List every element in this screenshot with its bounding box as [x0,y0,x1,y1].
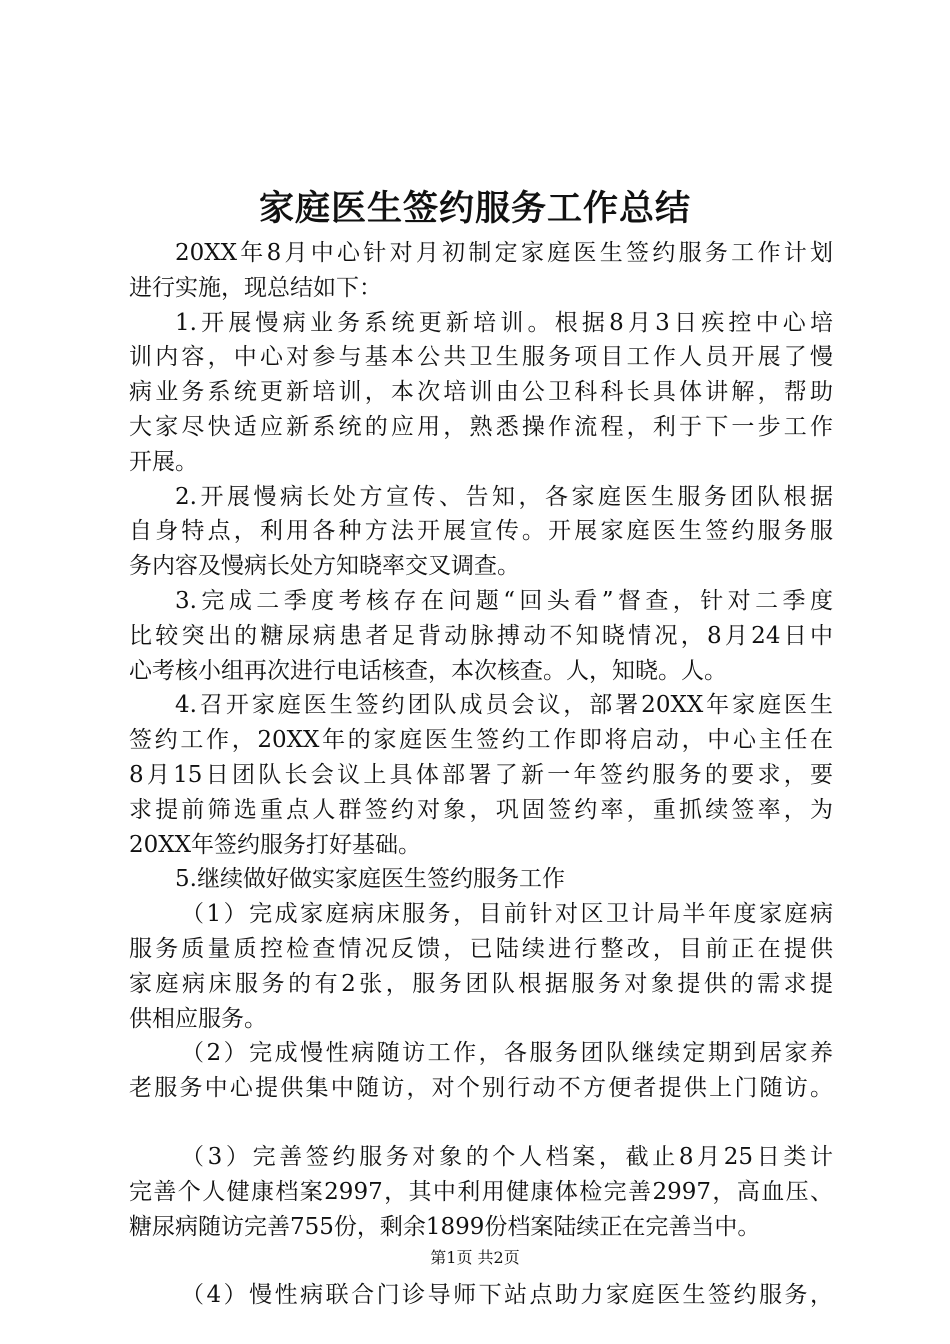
text-line: 2.开展慢病长处方宣传、告知，各家庭医生服务团队根据 [175,483,833,510]
text-line: 开展。 [129,448,198,475]
text-line: 3.完成二季度考核存在问题“回头看”督查，针对二季度 [175,587,833,614]
text-line: 20XX年8月中心针对月初制定家庭医生签约服务工作计划 [175,240,833,266]
text-line: 心考核小组再次进行电话核查，本次核查。人，知晓。人。 [129,657,727,684]
text-line: 5.继续做好做实家庭医生签约服务工作 [175,866,565,893]
text-line: 糖尿病随访完善755份，剩余1899份档案陆续正在完善当中。 [129,1213,761,1240]
text-line: 4.召开家庭医生签约团队成员会议，部署20XX年家庭医生 [175,692,833,719]
text-line: 服务质量质控检查情况反馈，已陆续进行整改，目前正在提供 [129,935,833,962]
text-line: 家庭病床服务的有2张，服务团队根据服务对象提供的需求提 [129,970,833,997]
text-line: 完善个人健康档案2997，其中利用健康体检完善2997，高血压、 [129,1178,833,1205]
document-title: 家庭医生签约服务工作总结 [258,188,691,229]
page-footer: 第1页 共2页 [430,1248,520,1267]
text-line: 比较突出的糖尿病患者足背动脉搏动不知晓情况，8月24日中 [129,622,833,649]
text-line: 务内容及慢病长处方知晓率交叉调查。 [129,553,520,580]
text-line: 供相应服务。 [129,1005,267,1032]
text-line: 大家尽快适应新系统的应用，熟悉操作流程，利于下一步工作 [129,413,833,440]
text-line: 求提前筛选重点人群签约对象，巩固签约率，重抓续签率，为 [129,796,833,823]
text-line: 8月15日团队长会议上具体部署了新一年签约服务的要求，要 [129,761,833,788]
text-line: （3）完善签约服务对象的个人档案，截止8月25日类计 [181,1143,833,1170]
text-line: 自身特点，利用各种方法开展宣传。开展家庭医生签约服务服 [129,518,833,545]
text-line: 训内容，中心对参与基本公共卫生服务项目工作人员开展了慢 [129,344,833,371]
text-line: 进行实施，现总结如下： [129,274,382,301]
text-line: （1）完成家庭病床服务，目前针对区卫计局半年度家庭病 [181,901,833,928]
text-line: 签约工作，20XX年的家庭医生签约工作即将启动，中心主任在 [129,727,833,754]
text-line: 老服务中心提供集中随访，对个别行动不方便者提供上门随访。 [129,1075,833,1102]
text-line: 20XX年签约服务打好基础。 [129,831,422,858]
text-line: 1.开展慢病业务系统更新培训。根据8月3日疾控中心培 [175,309,833,336]
text-line: （4）慢性病联合门诊导师下站点助力家庭医生签约服务， [181,1282,833,1309]
text-line: 病业务系统更新培训，本次培训由公卫科科长具体讲解，帮助 [129,379,833,406]
text-line: （2）完成慢性病随访工作，各服务团队继续定期到居家养 [181,1040,833,1067]
document-body [129,236,833,1313]
